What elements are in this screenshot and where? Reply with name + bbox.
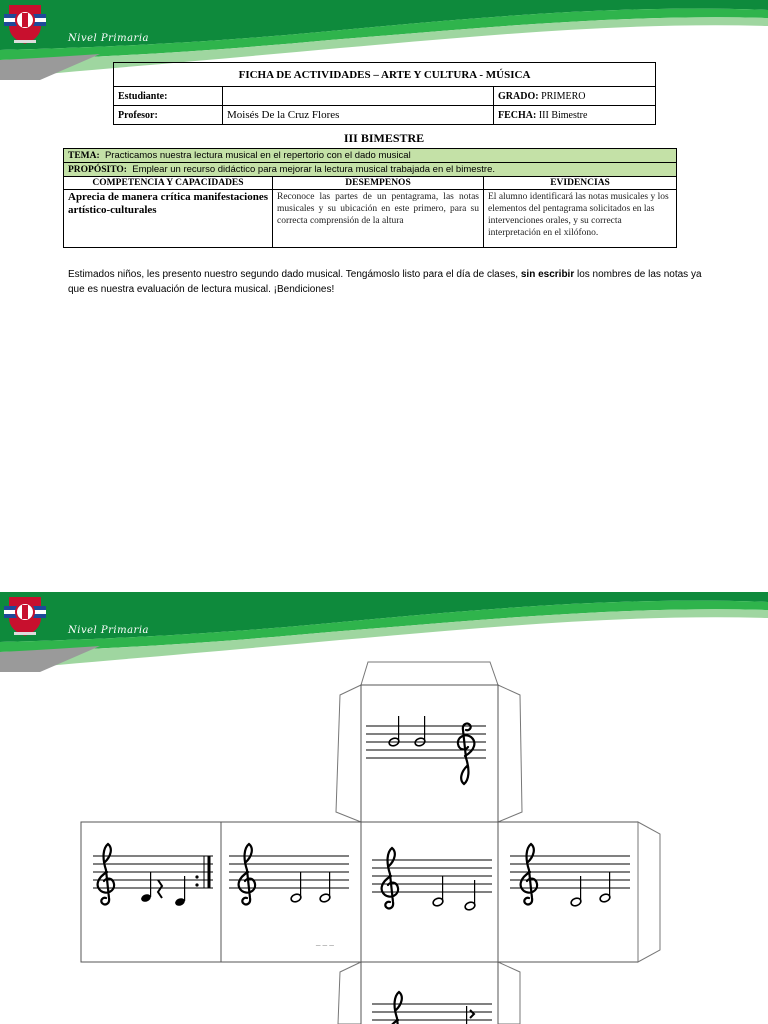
dice-face-top (361, 685, 498, 822)
bimestre-heading: III BIMESTRE (343, 131, 425, 145)
right-flap-top (498, 685, 522, 822)
fecha-value: III Bimestre (538, 109, 588, 121)
svg-text:_ _ _: _ _ _ (316, 937, 334, 946)
header-desempenos: DESEMPENOS (273, 177, 484, 190)
competencia-cell: Aprecia de manera crítica manifestaciones artístico-culturales (64, 190, 273, 248)
dice-face-4 (498, 822, 638, 962)
header-evidencias: EVIDENCIAS (484, 177, 677, 190)
right-flap-middle (638, 822, 660, 962)
plan-table (63, 148, 677, 248)
fecha-label: FECHA: (498, 109, 537, 121)
left-flap-top (336, 685, 361, 822)
intro-part1: Estimados niños, les presento nuestro segundo dado musical. Tengámoslo listo para el día de clases, (68, 269, 521, 280)
estudiante-field[interactable] (223, 87, 494, 106)
intro-paragraph (68, 267, 708, 297)
tema-value: Practicamos nuestra lectura musical en el repertorio con el dado musical (104, 150, 411, 161)
dice-face-bottom (361, 962, 498, 1024)
nivel-label-2: Nivel Primaria (68, 625, 149, 636)
dice-face-3 (361, 822, 498, 962)
evidencias-cell: El alumno identificará las notas musicales y los elementos del pentagrama solicitados en las intervenciones orales, y su correcta interpretación en el xilófono. (484, 190, 677, 248)
header-competencia: COMPETENCIA Y CAPACIDADES (64, 177, 273, 190)
left-flap-bottom (338, 962, 361, 1024)
grado-value: PRIMERO (541, 90, 586, 102)
grado-label: GRADO: (498, 90, 539, 102)
musical-dice-template (0, 592, 768, 1024)
worksheet-page-2 (0, 592, 768, 1024)
tema-label: TEMA: (68, 151, 100, 161)
ficha-table (113, 62, 656, 125)
proposito-row (64, 163, 677, 177)
nivel-label: Nivel Primaria (68, 33, 149, 44)
grado-cell (494, 87, 656, 106)
desempenos-cell: Reconoce las partes de un pentagrama, las notas musicales y su ubicación en este primero, para su correcta comprensión de la altura (273, 190, 484, 248)
proposito-label: PROPÓSITO: (68, 165, 127, 175)
intro-part2: los nombres de las notas ya que es nuestra evaluación de lectura musical. ¡Bendiciones! (68, 269, 702, 295)
ficha-title: FICHA DE ACTIVIDADES – ARTE Y CULTURA - MÚSICA (114, 63, 656, 87)
profesor-label: Profesor: (114, 106, 223, 125)
estudiante-label: Estudiante: (114, 87, 223, 106)
tema-row (64, 149, 677, 163)
top-flap (361, 662, 498, 685)
dice-face-1 (81, 822, 221, 962)
school-crest-logo-icon (0, 0, 50, 46)
fecha-cell (494, 106, 656, 125)
intro-bold: sin escribir (520, 269, 575, 280)
profesor-value: Moisés De la Cruz Flores (223, 106, 494, 125)
right-flap-bottom (498, 962, 520, 1024)
proposito-value: Emplear un recurso didáctico para mejorar la lectura musical trabajada en el bimestre. (132, 164, 495, 175)
dice-face-2 (221, 822, 361, 962)
